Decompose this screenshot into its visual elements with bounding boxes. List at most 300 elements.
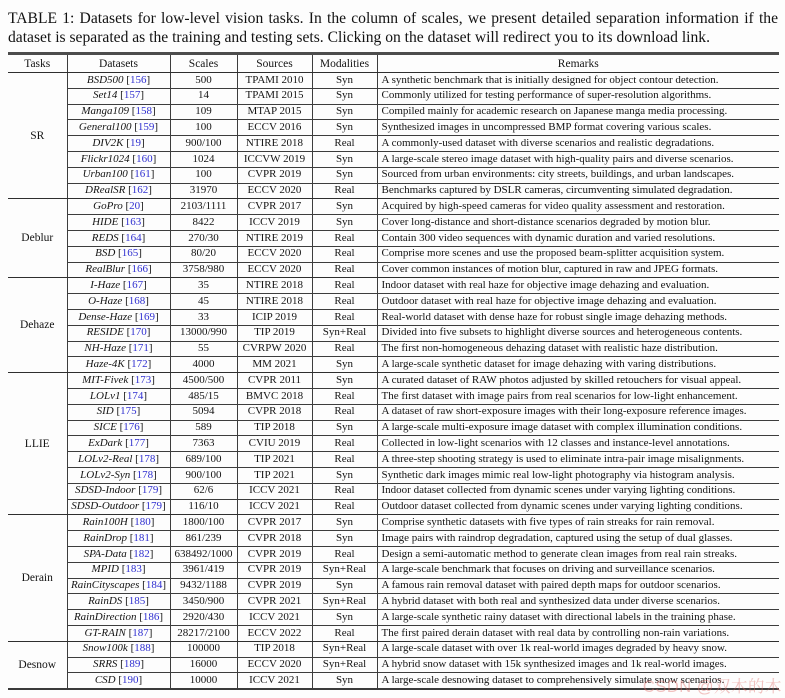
- citation-link[interactable]: [131, 374, 155, 386]
- table-row: [8, 483, 779, 499]
- task-group-label: Deblur: [8, 199, 67, 278]
- table-row: [8, 183, 779, 199]
- task-group-label: Dehaze: [8, 278, 67, 373]
- citation-bracket: [: [133, 468, 137, 481]
- dataset-link[interactable]: MPID: [91, 563, 119, 576]
- remark-cell: A large-scale desnowing dataset to comprehensively simulate snow scenarios.: [377, 673, 779, 689]
- citation-bracket: ]: [149, 547, 154, 560]
- source-cell: ECCV 2020: [237, 262, 312, 278]
- dataset-link[interactable]: BSD500: [86, 73, 124, 86]
- modality-cell: Syn: [312, 199, 377, 215]
- citation-number: 190: [122, 673, 139, 686]
- table-row: [8, 562, 779, 578]
- dataset-cell: [67, 373, 170, 389]
- col-header-scales: Scales: [170, 54, 237, 73]
- dataset-cell: [67, 294, 170, 310]
- scales-cell: 1024: [170, 152, 237, 168]
- citation-number: 178: [138, 452, 156, 465]
- remark-cell: Design a semi-automatic method to generate clean images from real rain streaks.: [377, 546, 779, 562]
- table-row: [8, 357, 779, 373]
- citation-bracket: [: [118, 247, 122, 260]
- citation-link[interactable]: [125, 295, 149, 307]
- citation-number: 174: [126, 389, 144, 402]
- dataset-cell: [67, 436, 170, 452]
- csdn-watermark: CSDN @双木的木: [642, 678, 782, 696]
- dataset-link[interactable]: LOLv2-Real: [78, 452, 133, 465]
- dataset-link[interactable]: DRealSR: [85, 184, 126, 197]
- dataset-link[interactable]: DIV2K: [92, 136, 124, 149]
- remark-cell: Contain 300 video sequences with dynamic duration and varied resolutions.: [377, 231, 779, 247]
- col-header-tasks: Tasks: [8, 54, 67, 73]
- citation-link[interactable]: [128, 263, 152, 275]
- citation-link[interactable]: [127, 326, 151, 338]
- dataset-cell: [67, 499, 170, 515]
- citation-link[interactable]: [118, 674, 142, 686]
- citation-bracket: [: [122, 279, 127, 292]
- citation-link[interactable]: [131, 516, 155, 528]
- modality-cell: Real: [312, 278, 377, 294]
- remark-cell: Comprise synthetic datasets with five types of rain streaks for rain removal.: [377, 515, 779, 531]
- citation-bracket: ]: [150, 168, 155, 181]
- citation-number: 186: [142, 610, 160, 623]
- source-cell: CVPR 2021: [237, 594, 312, 610]
- citation-link[interactable]: [126, 74, 150, 86]
- citation-link[interactable]: [122, 563, 146, 575]
- dataset-cell: [67, 483, 170, 499]
- dataset-cell: [67, 215, 170, 231]
- citation-bracket: [: [129, 531, 134, 544]
- source-cell: TPAMI 2010: [237, 73, 312, 89]
- scales-cell: 638492/1000: [170, 546, 237, 562]
- remark-cell: A large-scale synthetic rainy dataset with directional labels in the training phase.: [377, 610, 779, 626]
- table-row: [8, 246, 779, 262]
- source-cell: BMVC 2018: [237, 388, 312, 404]
- scales-cell: 4500/500: [170, 373, 237, 389]
- modality-cell: Real: [312, 183, 377, 199]
- remark-cell: Comprise more scenes and use the proposed beam-splitter acquisition system.: [377, 246, 779, 262]
- citation-number: 185: [128, 594, 146, 607]
- dataset-link[interactable]: REDS: [91, 231, 119, 244]
- dataset-link[interactable]: Manga109: [81, 105, 130, 118]
- citation-number: 173: [134, 373, 152, 386]
- citation-bracket: ]: [141, 563, 146, 576]
- table-row: [8, 120, 779, 136]
- table-row: [8, 231, 779, 247]
- source-cell: NTIRE 2018: [237, 294, 312, 310]
- dataset-link[interactable]: Flickr1024: [80, 152, 130, 165]
- table-row: [8, 594, 779, 610]
- citation-bracket: [: [125, 200, 130, 213]
- citation-link[interactable]: [123, 279, 147, 291]
- citation-bracket: [: [131, 373, 135, 386]
- dataset-link[interactable]: SRRS: [92, 658, 118, 671]
- citation-link[interactable]: [126, 137, 144, 149]
- remark-cell: Outdoor dataset collected from dynamic scenes under varying lighting conditions.: [377, 499, 779, 515]
- citation-link[interactable]: [121, 232, 145, 244]
- source-cell: MM 2021: [237, 357, 312, 373]
- citation-link[interactable]: [132, 105, 156, 117]
- citation-bracket: [: [127, 358, 132, 370]
- dataset-cell: [67, 167, 170, 183]
- dataset-cell: [67, 309, 170, 325]
- citation-number: 184: [145, 579, 163, 592]
- citation-bracket: ]: [150, 642, 155, 655]
- task-group-label: SR: [8, 73, 67, 199]
- remark-cell: Cover long-distance and short-distance scenarios degraded by motion blur.: [377, 215, 779, 231]
- remark-cell: Cover common instances of motion blur, captured in raw and JPEG formats.: [377, 262, 779, 278]
- dataset-cell: [67, 531, 170, 547]
- modality-cell: Syn+Real: [312, 594, 377, 610]
- citation-bracket: [: [121, 215, 125, 228]
- remark-cell: A hybrid dataset with both real and synthesized data under diverse scenarios.: [377, 594, 779, 610]
- citation-bracket: ]: [155, 452, 159, 465]
- citation-bracket: ]: [145, 294, 149, 307]
- source-cell: TIP 2021: [237, 452, 312, 468]
- modality-cell: Syn: [312, 373, 377, 389]
- modality-cell: Syn: [312, 120, 377, 136]
- citation-link[interactable]: [134, 121, 158, 133]
- source-cell: ICCV 2019: [237, 215, 312, 231]
- citation-link[interactable]: [120, 89, 144, 101]
- dataset-link[interactable]: RealBlur: [85, 263, 126, 276]
- dataset-link[interactable]: BSD: [95, 247, 116, 260]
- modality-cell: Syn: [312, 467, 377, 483]
- citation-bracket: [: [125, 294, 129, 307]
- citation-bracket: [: [125, 436, 129, 449]
- citation-bracket: ]: [138, 247, 142, 260]
- citation-bracket: ]: [145, 594, 149, 607]
- dataset-link[interactable]: GT-RAIN: [84, 626, 126, 639]
- table-row: [8, 73, 779, 89]
- remark-cell: Compiled mainly for academic research on Japanese manga media processing.: [377, 104, 779, 120]
- dataset-link[interactable]: HIDE: [92, 215, 119, 228]
- modality-cell: Syn: [312, 673, 377, 689]
- modality-cell: Real: [312, 294, 377, 310]
- dataset-link[interactable]: O-Haze: [88, 294, 123, 307]
- citation-bracket: [: [118, 673, 123, 686]
- modality-cell: Syn: [312, 420, 377, 436]
- scales-cell: 33: [170, 309, 237, 325]
- citation-number: 162: [131, 184, 149, 197]
- dataset-link[interactable]: Urban100: [82, 168, 128, 181]
- source-cell: TIP 2018: [237, 420, 312, 436]
- dataset-cell: [67, 325, 170, 341]
- source-cell: NTIRE 2018: [237, 136, 312, 152]
- modality-cell: Syn: [312, 357, 377, 373]
- citation-bracket: ]: [155, 310, 159, 323]
- citation-bracket: ]: [140, 200, 144, 213]
- citation-link[interactable]: [142, 500, 166, 512]
- citation-link[interactable]: [130, 548, 154, 560]
- citation-bracket: [: [128, 342, 133, 355]
- citation-link[interactable]: [132, 153, 156, 165]
- modality-cell: Syn+Real: [312, 325, 377, 341]
- remark-cell: Outdoor dataset with real haze for objective image dehazing and evaluation.: [377, 294, 779, 310]
- source-cell: TIP 2021: [237, 467, 312, 483]
- scales-cell: 4000: [170, 357, 237, 373]
- remark-cell: Synthesized images in uncompressed BMP format covering various scales.: [377, 120, 779, 136]
- modality-cell: Real: [312, 246, 377, 262]
- source-cell: MTAP 2015: [237, 104, 312, 120]
- remark-cell: Real-world dataset with dense haze for robust single image dehazing methods.: [377, 309, 779, 325]
- citation-number: 158: [135, 105, 152, 118]
- citation-link[interactable]: [133, 469, 157, 481]
- source-cell: CVPR 2019: [237, 167, 312, 183]
- scales-cell: 16000: [170, 657, 237, 673]
- source-cell: ECCV 2020: [237, 246, 312, 262]
- dataset-cell: [67, 610, 170, 626]
- citation-bracket: [: [135, 452, 139, 465]
- source-cell: CVPR 2011: [237, 373, 312, 389]
- dataset-cell: [67, 578, 170, 594]
- citation-link[interactable]: [131, 168, 155, 180]
- citation-link[interactable]: [128, 184, 152, 196]
- table-row: [8, 420, 779, 436]
- scales-cell: 109: [170, 104, 237, 120]
- remark-cell: A large-scale multi-exposure image dataset with complex illumination conditions.: [377, 420, 779, 436]
- remark-cell: Sourced from urban environments: city streets, buildings, and urban landscapes.: [377, 167, 779, 183]
- dataset-link[interactable]: RainCityscapes: [70, 579, 140, 592]
- citation-link[interactable]: [125, 595, 149, 607]
- table-row: [8, 215, 779, 231]
- modality-cell: Real: [312, 546, 377, 562]
- source-cell: CVPR 2019: [237, 546, 312, 562]
- citation-link[interactable]: [121, 216, 145, 228]
- dataset-link[interactable]: RainDirection: [73, 610, 137, 623]
- citation-number: 182: [133, 547, 150, 560]
- citation-bracket: [: [129, 547, 134, 560]
- dataset-link[interactable]: NH-Haze: [84, 342, 126, 355]
- modality-cell: Real: [312, 404, 377, 420]
- table-row: [8, 104, 779, 120]
- source-cell: ICCVW 2019: [237, 152, 312, 168]
- citation-link[interactable]: [120, 658, 144, 670]
- table-row: [8, 278, 779, 294]
- modality-cell: Syn: [312, 215, 377, 231]
- table-row: [8, 341, 779, 357]
- citation-number: 189: [123, 658, 141, 671]
- source-cell: TIP 2018: [237, 641, 312, 657]
- table-row: [8, 262, 779, 278]
- remark-cell: Collected in low-light scenarios with 12 classes and instance-level annotations.: [377, 436, 779, 452]
- citation-link[interactable]: [139, 611, 163, 623]
- task-group-label: LLIE: [8, 373, 67, 515]
- citation-link[interactable]: [129, 342, 153, 354]
- citation-number: 178: [136, 468, 154, 481]
- citation-bracket: ]: [149, 531, 154, 544]
- dataset-link[interactable]: SDSD-Outdoor: [71, 500, 140, 513]
- citation-bracket: [: [130, 642, 135, 655]
- dataset-link[interactable]: Haze-4K: [85, 358, 125, 370]
- table-row: [8, 515, 779, 531]
- table-row: [8, 404, 779, 420]
- citation-number: 172: [131, 358, 148, 370]
- dataset-link[interactable]: Set14: [92, 89, 118, 102]
- dataset-cell: [67, 562, 170, 578]
- citation-bracket: [: [126, 326, 131, 339]
- source-cell: CVPR 2017: [237, 199, 312, 215]
- scales-cell: 10000: [170, 673, 237, 689]
- dataset-cell: [67, 104, 170, 120]
- source-cell: ICIP 2019: [237, 309, 312, 325]
- citation-bracket: [: [123, 389, 127, 402]
- dataset-cell: [67, 420, 170, 436]
- table-row: [8, 531, 779, 547]
- dataset-link[interactable]: ExDark: [88, 436, 123, 449]
- citation-bracket: [: [132, 152, 137, 165]
- table-row: [8, 373, 779, 389]
- citation-link[interactable]: [129, 627, 153, 639]
- dataset-cell: [67, 231, 170, 247]
- citation-link[interactable]: [117, 405, 141, 417]
- citation-number: 161: [134, 168, 151, 181]
- citation-number: 165: [121, 247, 139, 260]
- remark-cell: Benchmarks captured by DSLR cameras, circumventing simulated degradation.: [377, 183, 779, 199]
- citation-bracket: ]: [154, 121, 159, 134]
- remark-cell: A large-scale stereo image dataset with high-quality pairs and diverse scenarios.: [377, 152, 779, 168]
- remark-cell: A three-step shooting strategy is used to eliminate intra-pair image misalignments.: [377, 452, 779, 468]
- dataset-cell: [67, 641, 170, 657]
- dataset-link[interactable]: LOLv2-Syn: [80, 468, 131, 481]
- dataset-link[interactable]: GoPro: [93, 200, 123, 213]
- citation-bracket: [: [130, 515, 135, 528]
- scales-cell: 8422: [170, 215, 237, 231]
- scales-cell: 80/20: [170, 246, 237, 262]
- remark-cell: The first dataset with image pairs from real scenarios for low-light enhancement.: [377, 388, 779, 404]
- table-row: [8, 436, 779, 452]
- dataset-cell: [67, 183, 170, 199]
- dataset-cell: [67, 452, 170, 468]
- dataset-link[interactable]: SDSD-Indoor: [74, 484, 136, 497]
- dataset-link[interactable]: SICE: [93, 421, 117, 434]
- citation-link[interactable]: [128, 358, 152, 370]
- source-cell: ECCV 2020: [237, 657, 312, 673]
- remark-cell: Indoor dataset with real haze for objective image dehazing and evaluation.: [377, 278, 779, 294]
- table-row: [8, 136, 779, 152]
- citation-bracket: ]: [148, 342, 153, 355]
- citation-number: 176: [123, 421, 140, 434]
- citation-bracket: ]: [146, 326, 151, 339]
- citation-bracket: [: [131, 105, 136, 118]
- modality-cell: Syn: [312, 578, 377, 594]
- scales-cell: 485/15: [170, 388, 237, 404]
- citation-number: 179: [141, 484, 159, 497]
- citation-bracket: [: [116, 405, 121, 418]
- citation-link[interactable]: [125, 437, 149, 449]
- dataset-link[interactable]: SPA-Data: [83, 547, 127, 560]
- citation-number: 169: [138, 310, 155, 323]
- citation-link[interactable]: [135, 453, 159, 465]
- citation-bracket: ]: [162, 500, 166, 513]
- modality-cell: Syn+Real: [312, 657, 377, 673]
- modality-cell: Syn: [312, 531, 377, 547]
- citation-link[interactable]: [135, 311, 159, 323]
- source-cell: ICCV 2021: [237, 499, 312, 515]
- dataset-link[interactable]: RESIDE: [86, 326, 124, 339]
- dataset-link[interactable]: General100: [78, 121, 132, 134]
- dataset-link[interactable]: I-Haze: [90, 279, 121, 292]
- dataset-link[interactable]: SID: [96, 405, 114, 418]
- dataset-cell: [67, 515, 170, 531]
- citation-number: 157: [123, 89, 141, 102]
- col-header-datasets: Datasets: [67, 54, 170, 73]
- citation-bracket: ]: [148, 184, 152, 197]
- table-row: [8, 499, 779, 515]
- dataset-link[interactable]: RainDrop: [83, 531, 127, 544]
- modality-cell: Syn: [312, 610, 377, 626]
- table-row: [8, 641, 779, 657]
- scales-cell: 3961/419: [170, 562, 237, 578]
- remark-cell: Divided into five subsets to highlight diverse sources and heterogeneous contents.: [377, 325, 779, 341]
- modality-cell: Syn+Real: [312, 641, 377, 657]
- dataset-link[interactable]: Dense-Haze: [78, 310, 133, 323]
- citation-bracket: [: [130, 168, 135, 181]
- dataset-link[interactable]: MIT-Fivek: [82, 373, 129, 386]
- citation-bracket: [: [127, 263, 132, 276]
- source-cell: ICCV 2021: [237, 673, 312, 689]
- citation-bracket: [: [139, 610, 143, 623]
- table-row: [8, 199, 779, 215]
- table-row: [8, 657, 779, 673]
- citation-bracket: ]: [147, 358, 152, 370]
- table-body: [8, 73, 779, 689]
- citation-number: 160: [136, 152, 153, 165]
- remark-cell: The first paired derain dataset with real data by controlling non-rain variations.: [377, 625, 779, 641]
- dataset-link[interactable]: Rain100H: [82, 515, 128, 528]
- source-cell: CVPR 2018: [237, 531, 312, 547]
- citation-link[interactable]: [130, 532, 154, 544]
- citation-link[interactable]: [118, 247, 142, 259]
- modality-cell: Real: [312, 388, 377, 404]
- citation-link[interactable]: [123, 390, 147, 402]
- scales-cell: 13000/990: [170, 325, 237, 341]
- table-row: [8, 294, 779, 310]
- dataset-link[interactable]: LOLv1: [89, 389, 121, 402]
- dataset-cell: [67, 120, 170, 136]
- table-row: [8, 309, 779, 325]
- dataset-link[interactable]: CSD: [94, 673, 116, 686]
- citation-number: 177: [128, 436, 146, 449]
- modality-cell: Syn: [312, 515, 377, 531]
- scales-cell: 28217/2100: [170, 625, 237, 641]
- dataset-link[interactable]: RainDS: [88, 594, 123, 607]
- citation-bracket: ]: [138, 673, 143, 686]
- citation-number: 159: [137, 121, 155, 134]
- source-cell: ECCV 2022: [237, 625, 312, 641]
- dataset-link[interactable]: Snow100k: [82, 642, 128, 655]
- source-cell: NTIRE 2018: [237, 278, 312, 294]
- citation-link[interactable]: [138, 484, 162, 496]
- table-caption: TABLE 1: Datasets for low-level vision tasks. In the column of scales, we present detailed separation information if the dataset is separated as the training and testing sets. Clicking on the dataset will redirect you to its download link.: [8, 10, 778, 47]
- modality-cell: Real: [312, 262, 377, 278]
- citation-bracket: [: [121, 231, 126, 244]
- dataset-cell: [67, 467, 170, 483]
- citation-link[interactable]: [120, 421, 144, 433]
- dataset-cell: [67, 546, 170, 562]
- scales-cell: 100: [170, 167, 237, 183]
- citation-bracket: [: [134, 310, 139, 323]
- citation-link[interactable]: [125, 200, 143, 212]
- dataset-cell: [67, 657, 170, 673]
- modality-cell: Real: [312, 309, 377, 325]
- citation-link[interactable]: [142, 579, 166, 591]
- dataset-cell: [67, 73, 170, 89]
- remark-cell: A large-scale benchmark that focuses on driving and surveillance scenarios.: [377, 562, 779, 578]
- citation-bracket: ]: [140, 89, 145, 102]
- scales-cell: 35: [170, 278, 237, 294]
- citation-link[interactable]: [131, 642, 155, 654]
- modality-cell: Real: [312, 499, 377, 515]
